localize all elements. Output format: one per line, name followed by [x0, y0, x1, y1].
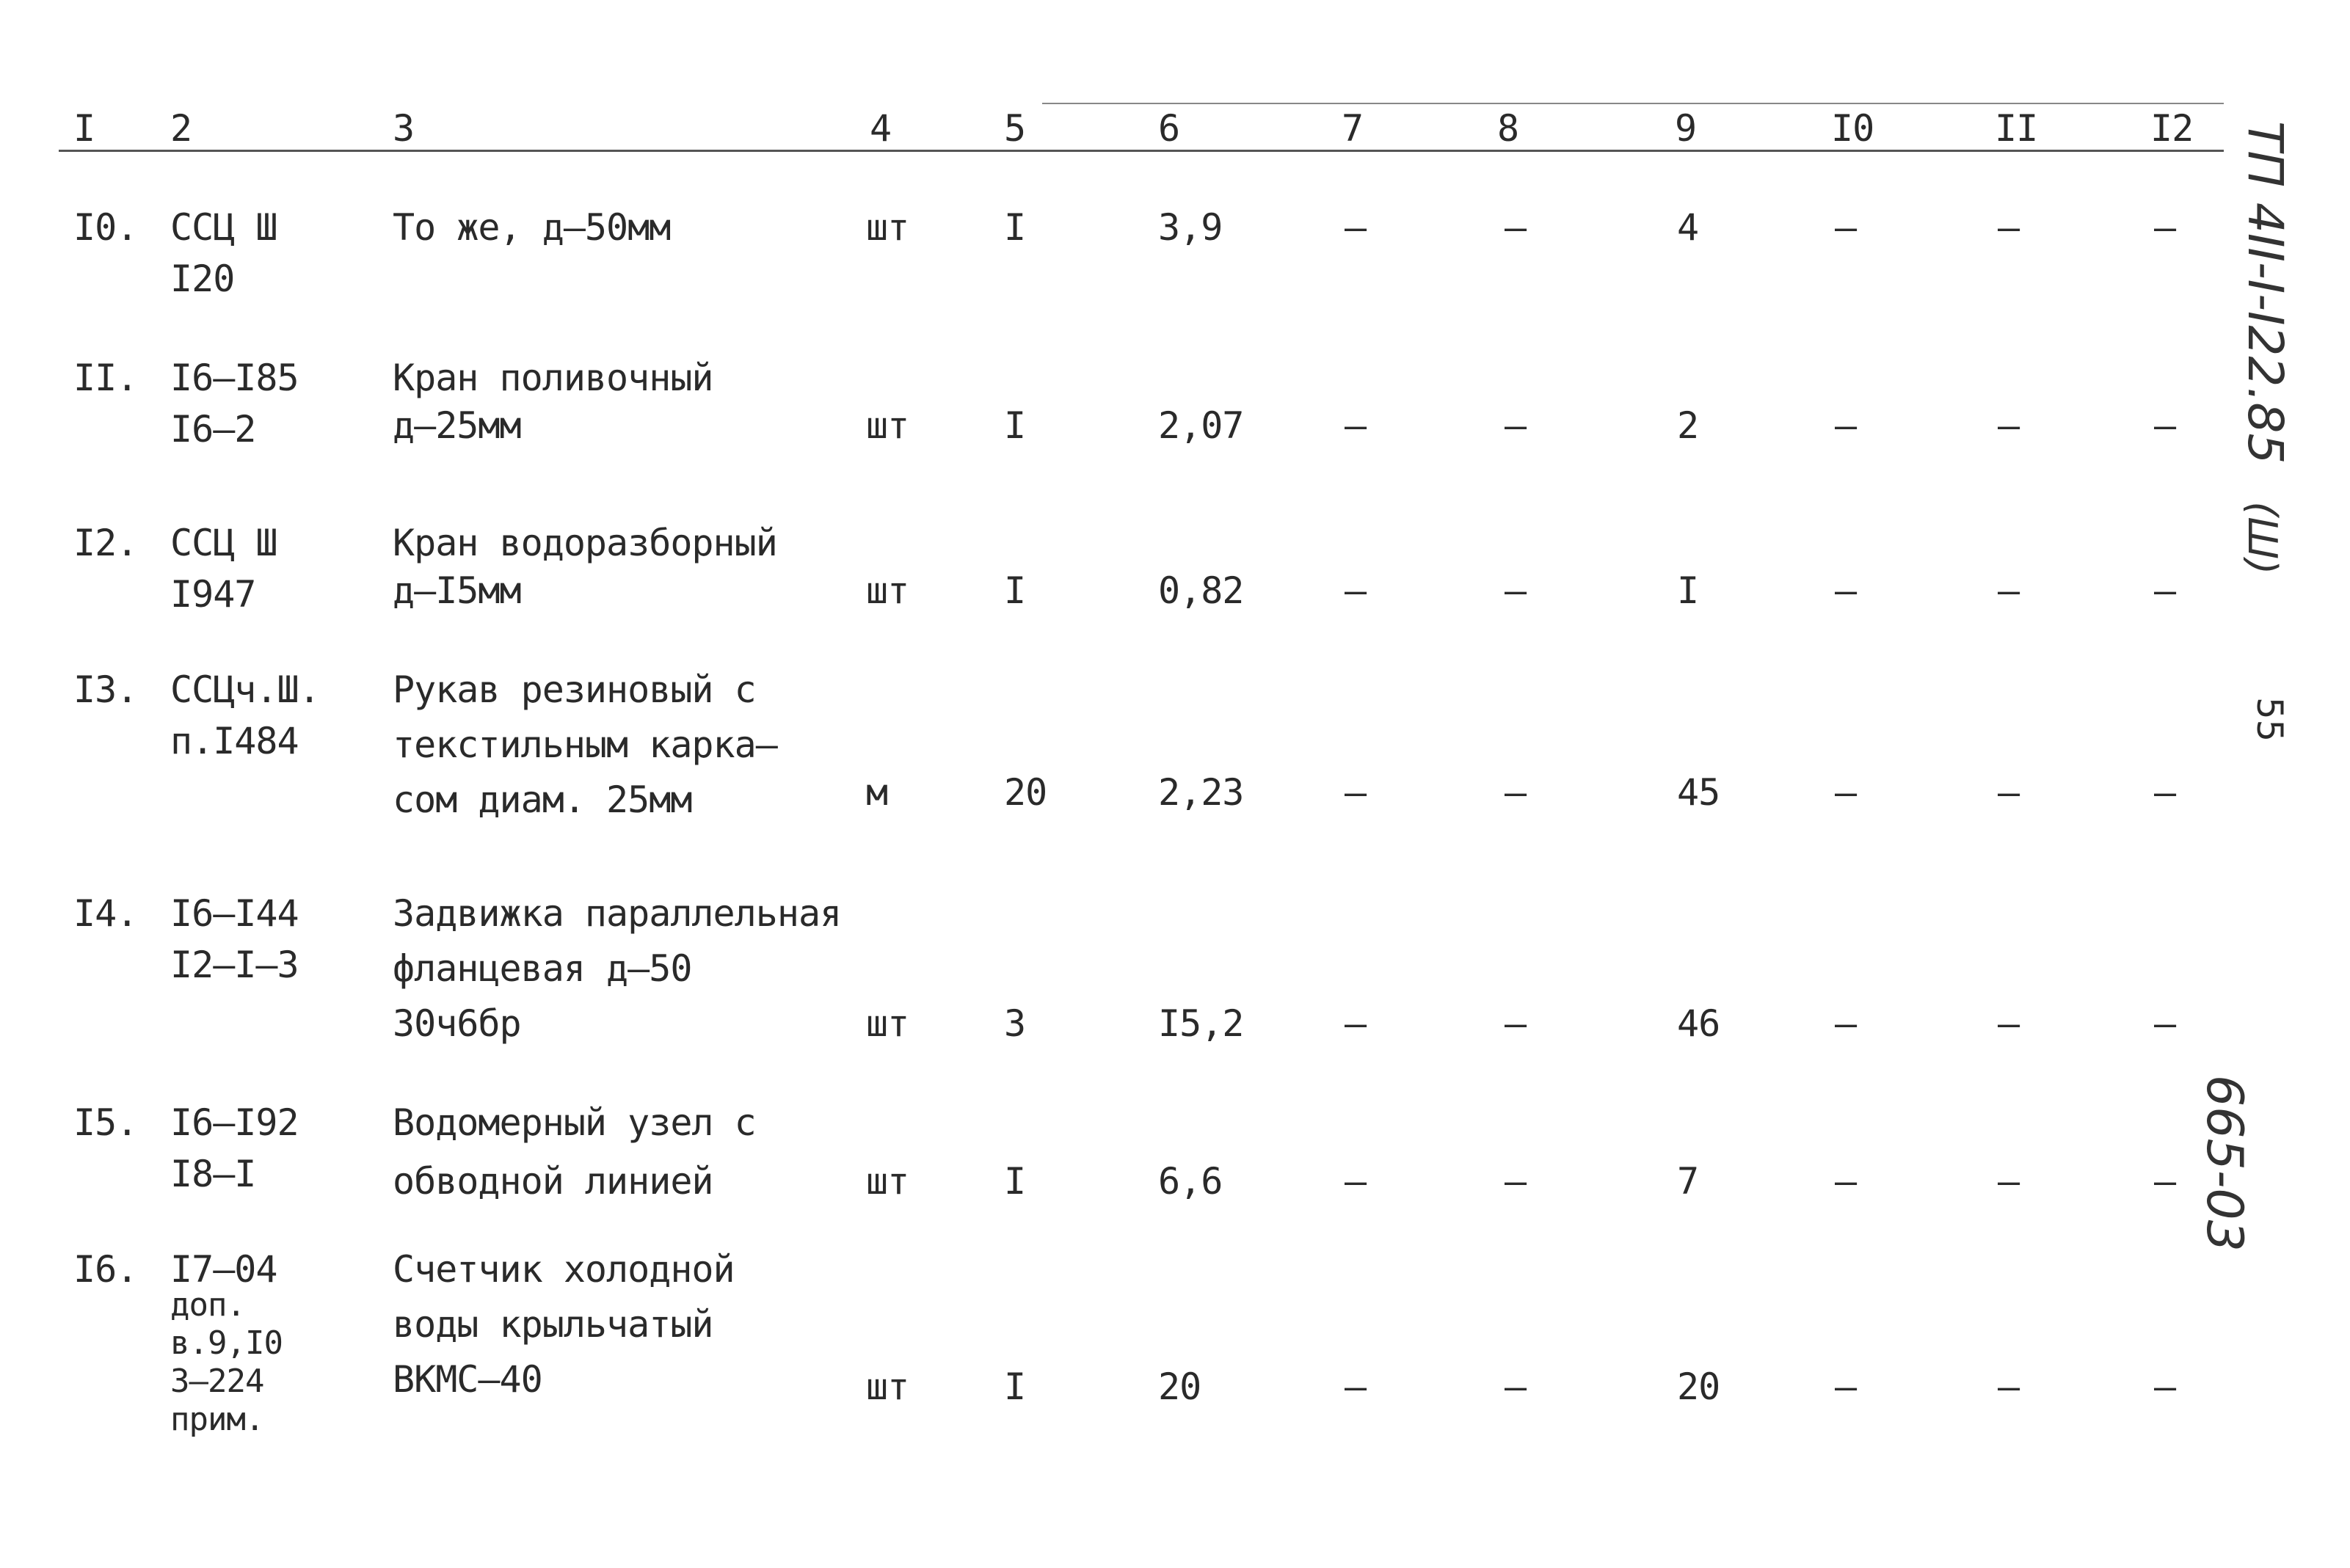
value-c11: – — [1998, 404, 2020, 447]
value-c9: 2 — [1677, 404, 1699, 447]
header-underline — [59, 150, 2224, 152]
resource-code: прим. — [170, 1401, 264, 1438]
resource-code: доп. — [170, 1286, 245, 1324]
doc-part: (Ш) — [2239, 501, 2285, 575]
value-c7: – — [1345, 1002, 1367, 1045]
value-c8: – — [1505, 1002, 1527, 1045]
column-header-2: 2 — [170, 107, 192, 150]
value-c9: I — [1677, 569, 1699, 612]
value-c11: – — [1998, 206, 2020, 249]
value-c6: I5,2 — [1158, 1002, 1244, 1045]
unit: шт — [866, 1002, 909, 1045]
column-header-9: 9 — [1675, 107, 1697, 150]
item-description: 30ч6бр — [393, 1002, 521, 1045]
value-c9: 20 — [1677, 1365, 1720, 1408]
value-c9: 7 — [1677, 1160, 1699, 1203]
resource-code: I6–2 — [170, 408, 256, 451]
column-header-5: 5 — [1004, 107, 1026, 150]
page-number: 55 — [2249, 697, 2290, 743]
value-c7: – — [1345, 404, 1367, 447]
item-description: Счетчик холодной — [393, 1248, 735, 1291]
value-c8: – — [1505, 569, 1527, 612]
resource-code: I8–I — [170, 1153, 256, 1195]
unit: шт — [866, 404, 909, 447]
quantity: 3 — [1004, 1002, 1026, 1045]
value-c6: 2,07 — [1158, 404, 1244, 447]
value-c10: – — [1835, 1160, 1857, 1203]
column-header-10: I0 — [1831, 107, 1874, 150]
value-c12: – — [2154, 1160, 2176, 1203]
row-number: I4. — [73, 892, 138, 935]
unit: шт — [866, 1365, 909, 1408]
resource-code: в.9,I0 — [170, 1324, 283, 1362]
value-c12: – — [2154, 404, 2176, 447]
item-description: Водомерный узел с — [393, 1101, 756, 1144]
quantity: I — [1004, 569, 1026, 612]
column-header-4: 4 — [870, 107, 892, 150]
column-header-11: II — [1995, 107, 2038, 150]
resource-code: I20 — [170, 258, 235, 300]
row-number: I5. — [73, 1101, 138, 1144]
row-number: I6. — [73, 1248, 138, 1291]
resource-code: 3–224 — [170, 1363, 264, 1400]
item-description: фланцевая д–50 — [393, 947, 692, 990]
resource-code: ССЦ Ш — [170, 522, 277, 564]
value-c7: – — [1345, 1365, 1367, 1408]
resource-code: ССЦч.Ш. — [170, 668, 320, 711]
value-c8: – — [1505, 1365, 1527, 1408]
column-header-7: 7 — [1342, 107, 1364, 150]
item-description: воды крыльчатый — [393, 1303, 713, 1346]
resource-code: п.I484 — [170, 720, 299, 762]
item-description: обводной линией — [393, 1160, 713, 1203]
resource-code: ССЦ Ш — [170, 206, 277, 249]
value-c10: – — [1835, 569, 1857, 612]
row-number: I0. — [73, 206, 138, 249]
quantity: I — [1004, 206, 1026, 249]
item-description: Кран водоразборный — [393, 522, 777, 564]
value-c12: – — [2154, 1002, 2176, 1045]
column-header-12: I2 — [2150, 107, 2194, 150]
value-c6: 20 — [1158, 1365, 1201, 1408]
value-c6: 6,6 — [1158, 1160, 1223, 1203]
doc-code: ТП 4II-I-I22.85 — [2237, 121, 2293, 464]
value-c9: 45 — [1677, 771, 1720, 814]
value-c10: – — [1835, 1365, 1857, 1408]
column-header-6: 6 — [1158, 107, 1180, 150]
resource-code: I6–I85 — [170, 357, 299, 399]
album-number: 665-03 — [2195, 1075, 2253, 1252]
value-c10: – — [1835, 1002, 1857, 1045]
value-c11: – — [1998, 1365, 2020, 1408]
resource-code: I6–I44 — [170, 892, 299, 935]
resource-code: I6–I92 — [170, 1101, 299, 1144]
value-c7: – — [1345, 569, 1367, 612]
column-header-1: I — [73, 107, 95, 150]
item-description: Задвижка параллельная — [393, 892, 842, 935]
unit: шт — [866, 1160, 909, 1203]
item-description: д–I5мм — [393, 569, 521, 612]
item-description: Рукав резиновый с — [393, 668, 756, 711]
resource-code: I7–04 — [170, 1248, 277, 1291]
value-c12: – — [2154, 206, 2176, 249]
value-c8: – — [1505, 771, 1527, 814]
value-c10: – — [1835, 206, 1857, 249]
header-overline — [1042, 103, 2224, 104]
item-description: То же, д–50мм — [393, 206, 671, 249]
value-c7: – — [1345, 771, 1367, 814]
quantity: I — [1004, 1365, 1026, 1408]
quantity: I — [1004, 1160, 1026, 1203]
column-header-3: 3 — [393, 107, 415, 150]
resource-code: I2–I–3 — [170, 944, 299, 986]
unit: шт — [866, 569, 909, 612]
value-c9: 46 — [1677, 1002, 1720, 1045]
item-description: текстильным карка– — [393, 723, 777, 766]
unit: шт — [866, 206, 909, 249]
value-c7: – — [1345, 1160, 1367, 1203]
column-header-8: 8 — [1497, 107, 1519, 150]
value-c11: – — [1998, 1160, 2020, 1203]
value-c12: – — [2154, 1365, 2176, 1408]
item-description: ВКМС–40 — [393, 1358, 542, 1401]
item-description: д–25мм — [393, 404, 521, 447]
row-number: II. — [73, 357, 138, 399]
unit: м — [866, 771, 888, 814]
item-description: Кран поливочный — [393, 357, 713, 399]
doc-code-stamp — [2237, 121, 2293, 575]
value-c6: 0,82 — [1158, 569, 1244, 612]
value-c11: – — [1998, 771, 2020, 814]
row-number: I3. — [73, 668, 138, 711]
value-c12: – — [2154, 569, 2176, 612]
value-c8: – — [1505, 206, 1527, 249]
quantity: I — [1004, 404, 1026, 447]
value-c12: – — [2154, 771, 2176, 814]
value-c11: – — [1998, 569, 2020, 612]
value-c10: – — [1835, 771, 1857, 814]
value-c8: – — [1505, 1160, 1527, 1203]
value-c6: 3,9 — [1158, 206, 1223, 249]
value-c11: – — [1998, 1002, 2020, 1045]
quantity: 20 — [1004, 771, 1047, 814]
value-c10: – — [1835, 404, 1857, 447]
value-c6: 2,23 — [1158, 771, 1244, 814]
resource-code: I947 — [170, 573, 256, 616]
row-number: I2. — [73, 522, 138, 564]
value-c8: – — [1505, 404, 1527, 447]
value-c9: 4 — [1677, 206, 1699, 249]
value-c7: – — [1345, 206, 1367, 249]
item-description: сом диам. 25мм — [393, 778, 692, 821]
